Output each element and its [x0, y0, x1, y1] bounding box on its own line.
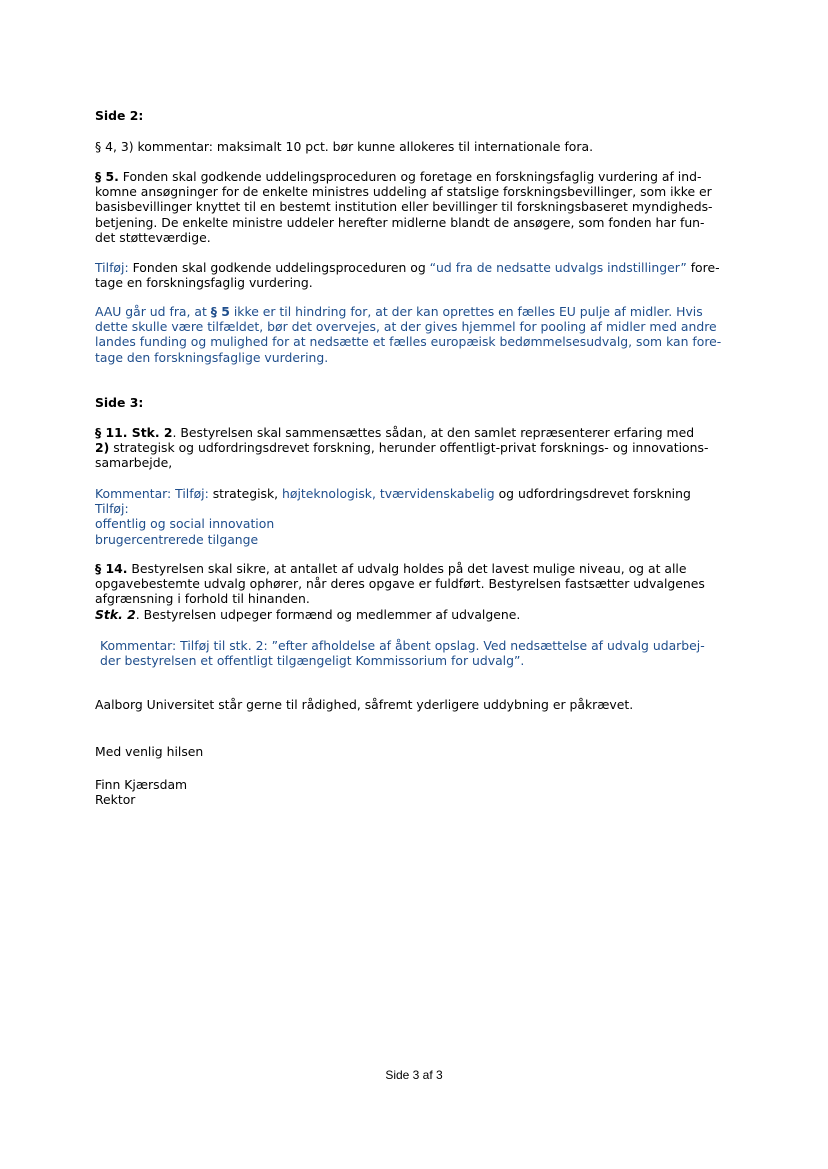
kommentar-2-line: der bestyrelsen et offentligt tilgængeligt Kommissorium for udvalg”. [100, 653, 525, 669]
page-footer: Side 3 af 3 [385, 1068, 443, 1082]
signature-block [95, 777, 735, 807]
tilfoej-quote: “ud fra de nedsatte udvalgs indstillinger” [429, 260, 687, 275]
tilfoej-text: fore- [686, 260, 720, 275]
par-5-line: det støtteværdige. [95, 229, 211, 245]
par-11-label: § 11. Stk. 2 [95, 425, 173, 440]
aau-comment [95, 304, 735, 365]
kommentar-2-line: Kommentar: Tilføj til stk. 2: ”efter afholdelse af åbent opslag. Ved nedsættelse af udvalg udarbej- [100, 638, 705, 653]
par-14-line: opgavebestemte udvalg ophører, når deres opgave er fuldført. Bestyrelsen fastsætter udvalgenes [95, 576, 705, 592]
par-5-line: betjening. De enkelte ministre uddeler herefter midlerne blandt de ansøgere, som fonden har fun- [95, 214, 705, 230]
kommentar-added: højteknologisk, tværvidenskabelig [282, 486, 495, 501]
aau-line: tage den forskningsfaglige vurdering. [95, 349, 329, 365]
signer-title: Rektor [95, 792, 136, 808]
par-14-label: § 14. [95, 561, 128, 576]
kommentar-item: brugercentrerede tilgange [95, 531, 259, 547]
closing-sentence: Aalborg Universitet står gerne til rådighed, såfremt yderligere uddybning er påkrævet. [95, 697, 634, 712]
aau-text: ikke er til hindring for, at der kan oprettes en fælles EU pulje af midler. Hvis [229, 304, 703, 319]
paragraph-14 [95, 561, 735, 622]
kommentar-par-14 [100, 638, 740, 668]
signer-name: Finn Kjærsdam [95, 777, 188, 792]
par-5-line: komne ansøgninger for de enkelte ministres uddeling af statslige forskningsbevillinger, som ikke er [95, 184, 712, 200]
section-heading-side-3: Side 3: [95, 395, 144, 410]
par-5-line: Fonden skal godkende uddelingsproceduren og foretage en forskningsfaglig vurdering af ind- [118, 169, 702, 184]
paragraph-11 [95, 425, 735, 471]
kommentar-tilfoej-label: Tilføj: [95, 501, 129, 517]
tilfoej-label: Tilføj: [95, 260, 129, 275]
kommentar-text: strategisk, [208, 486, 283, 501]
tilfoej-line: tage en forskningsfaglig vurdering. [95, 275, 313, 291]
par-11-text: strategisk og udfordringsdrevet forskning, herunder offentligt-privat forsknings- og innovations- [109, 440, 709, 456]
kommentar-par-11 [95, 486, 735, 547]
tilfoej-par-5 [95, 260, 735, 290]
par-11-text: . Bestyrelsen skal sammensættes sådan, at den samlet repræsenterer erfaring med [172, 425, 695, 440]
par-5-line: basisbevillinger knyttet til en bestemt institution eller bevillinger til forskningsbaseret myndigheds- [95, 199, 713, 215]
kommentar-label: Kommentar: Tilføj: [95, 486, 209, 501]
paragraph-5 [95, 169, 735, 245]
par-14-line: afgrænsning i forhold til hinanden. [95, 591, 310, 607]
kommentar-text: og udfordringsdrevet forskning [494, 486, 691, 501]
tilfoej-text: Fonden skal godkende uddelingsproceduren og [128, 260, 430, 275]
par-11-text: samarbejde, [95, 455, 173, 471]
aau-text: AAU går ud fra, at [95, 304, 211, 319]
kommentar-item: offentlig og social innovation [95, 516, 275, 532]
par-5-label: § 5. [95, 169, 119, 184]
aau-ref: § 5 [210, 304, 230, 319]
stk-2-label: Stk. 2 [95, 606, 136, 622]
aau-line: landes funding og mulighed for at nedsætte et fælles europæisk bedømmelsesudvalg, som kan fore- [95, 334, 722, 350]
greeting: Med venlig hilsen [95, 744, 204, 759]
comment-par-4: § 4, 3) kommentar: maksimalt 10 pct. bør kunne allokeres til internationale fora. [95, 139, 594, 154]
section-heading-side-2: Side 2: [95, 108, 144, 123]
stk-2-text: . Bestyrelsen udpeger formænd og medlemmer af udvalgene. [135, 606, 521, 622]
par-14-line: Bestyrelsen skal sikre, at antallet af udvalg holdes på det lavest mulige niveau, og at alle [127, 561, 687, 576]
par-11-num: 2) [95, 440, 110, 456]
aau-line: dette skulle være tilfældet, bør det overvejes, at der gives hjemmel for pooling af midler med andre [95, 319, 717, 335]
